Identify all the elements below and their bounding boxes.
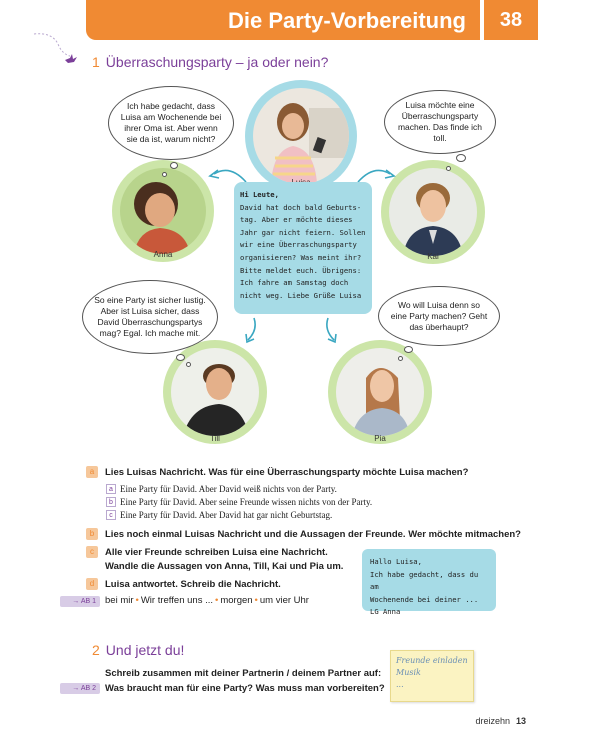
bubble-tail-till xyxy=(176,354,185,361)
option-a-box[interactable]: a xyxy=(106,484,116,494)
header-bar xyxy=(86,0,480,40)
task-b-text: Lies noch einmal Luisas Nachricht und die Aussagen der Freunde. Wer möchte mitmachen? xyxy=(105,529,521,540)
word-item: morgen xyxy=(220,595,253,606)
option-a-text: Eine Party für David. Aber David weiß nichts von der Party. xyxy=(120,484,337,494)
page-footer xyxy=(475,716,526,726)
option-c-box[interactable]: c xyxy=(106,510,116,520)
till-portrait xyxy=(171,348,259,436)
speech-bubble-pia: Wo will Luisa denn so eine Party machen? Geht das überhaupt? xyxy=(378,286,500,346)
message-line: Ich fahre am Samstag doch xyxy=(240,278,349,288)
word-separator: • xyxy=(135,595,139,606)
option-b-box[interactable]: b xyxy=(106,497,116,507)
name-pia: Pia xyxy=(374,434,386,443)
bubble-tail-pia-small xyxy=(398,356,403,361)
option-b-text: Eine Party für David. Aber seine Freunde wissen nichts von der Party. xyxy=(120,497,373,507)
word-list xyxy=(105,595,309,606)
word-item: um vier Uhr xyxy=(259,595,309,606)
footer-page-word: dreizehn xyxy=(475,716,510,726)
bird-icon xyxy=(64,54,78,66)
task-c-line2: Wandle die Aussagen von Anna, Till, Kai und Pia um. xyxy=(105,561,344,572)
name-anna: Anna xyxy=(153,250,173,259)
note-line: Wochenende bei deiner ... xyxy=(370,594,479,604)
message-line: nicht weg. Liebe Grüße Luisa xyxy=(240,290,362,300)
section-1-title xyxy=(92,54,328,70)
task-d-text: Luisa antwortet. Schreib die Nachricht. xyxy=(105,579,281,590)
luisa-portrait xyxy=(253,88,349,184)
example-message-note xyxy=(362,549,496,616)
section-2-title-text: Und jetzt du! xyxy=(105,642,185,658)
message-line: organisieren? Was meint ihr? xyxy=(240,252,362,262)
note-line: LG Anna xyxy=(370,607,401,616)
section-2-title xyxy=(92,642,184,658)
photo-pia xyxy=(328,340,432,444)
option-c-text: Eine Party für David. Aber David hat gar nicht Geburtstag. xyxy=(120,510,333,520)
message-line: tag. Aber er möchte dieses xyxy=(240,215,353,225)
workbook-ref-ab1[interactable]: → AB 1 xyxy=(60,596,100,607)
section-1-title-text: Überraschungsparty – ja oder nein? xyxy=(105,54,329,70)
kai-portrait xyxy=(389,168,477,256)
speech-bubble-anna: Ich habe gedacht, dass Luisa am Wochenende bei ihrer Oma ist. Aber wenn sie da ist, warum nicht? xyxy=(108,86,234,160)
word-item: bei mir xyxy=(105,595,134,606)
name-till: Till xyxy=(210,434,220,443)
section-2-number: 2 xyxy=(92,642,100,658)
section-1-number: 1 xyxy=(92,54,100,70)
arrow-to-pia xyxy=(322,316,344,346)
page-number-badge: 38 xyxy=(484,0,538,40)
word-item: Wir treffen uns ... xyxy=(140,595,213,606)
note-line: Ich habe gedacht, dass du am xyxy=(370,569,479,591)
section-2-line2: Was braucht man für eine Party? Was muss man vorbereiten? xyxy=(105,683,385,694)
sticky-line: Freunde einladen xyxy=(396,656,468,665)
task-d-marker: d xyxy=(86,578,98,590)
task-a-marker: a xyxy=(86,466,98,478)
bubble-tail-kai-small xyxy=(446,166,451,171)
section-2-line1: Schreib zusammen mit deiner Partnerin / deinem Partner auf: xyxy=(105,668,382,679)
bubble-tail-kai xyxy=(456,154,466,162)
photo-luisa xyxy=(245,80,357,192)
task-b-marker: b xyxy=(86,528,98,540)
note-line: Hallo Luisa, xyxy=(370,557,422,566)
bubble-tail-anna xyxy=(170,162,178,169)
bubble-tail-anna-small xyxy=(162,172,167,177)
task-c-line1: Alle vier Freunde schreiben Luisa eine Nachricht. xyxy=(105,547,328,558)
workbook-ref-ab2[interactable]: → AB 2 xyxy=(60,683,100,694)
name-kai: Kai xyxy=(427,252,439,261)
message-line: Bitte meldet euch. Übrigens: xyxy=(240,265,362,275)
ab2-label: AB 2 xyxy=(80,685,96,692)
luisa-message xyxy=(234,182,372,314)
footer-page-number: 13 xyxy=(515,716,526,726)
message-line: Jahr gar nicht feiern. Sollen xyxy=(240,227,366,237)
sticky-line: Musik xyxy=(396,668,421,677)
anna-portrait xyxy=(120,168,206,254)
bubble-tail-till-small xyxy=(186,362,191,367)
pia-portrait xyxy=(336,348,424,436)
word-separator: • xyxy=(254,595,258,606)
speech-bubble-kai: Luisa möchte eine Überraschungsparty machen. Das finde ich toll. xyxy=(384,90,496,154)
bubble-tail-pia xyxy=(404,346,413,353)
sticky-note xyxy=(390,650,474,702)
ab1-label: AB 1 xyxy=(80,598,96,605)
task-a-text: Lies Luisas Nachricht. Was für eine Überraschungsparty möchte Luisa machen? xyxy=(105,467,469,478)
speech-bubble-till: So eine Party ist sicher lustig. Aber ist Luisa sicher, dass David Überraschungspartys mag? Egal. Ich mache mit. xyxy=(82,280,218,354)
message-line: wir eine Überraschungsparty xyxy=(240,240,357,250)
message-line: David hat doch bald Geburts- xyxy=(240,202,362,212)
message-line: Hi Leute, xyxy=(240,190,279,199)
task-c-marker: c xyxy=(86,546,98,558)
arrow-to-till xyxy=(240,316,262,346)
word-separator: • xyxy=(215,595,219,606)
page-title: Die Party-Vorbereitung xyxy=(228,8,466,33)
sticky-line: ... xyxy=(396,680,404,689)
